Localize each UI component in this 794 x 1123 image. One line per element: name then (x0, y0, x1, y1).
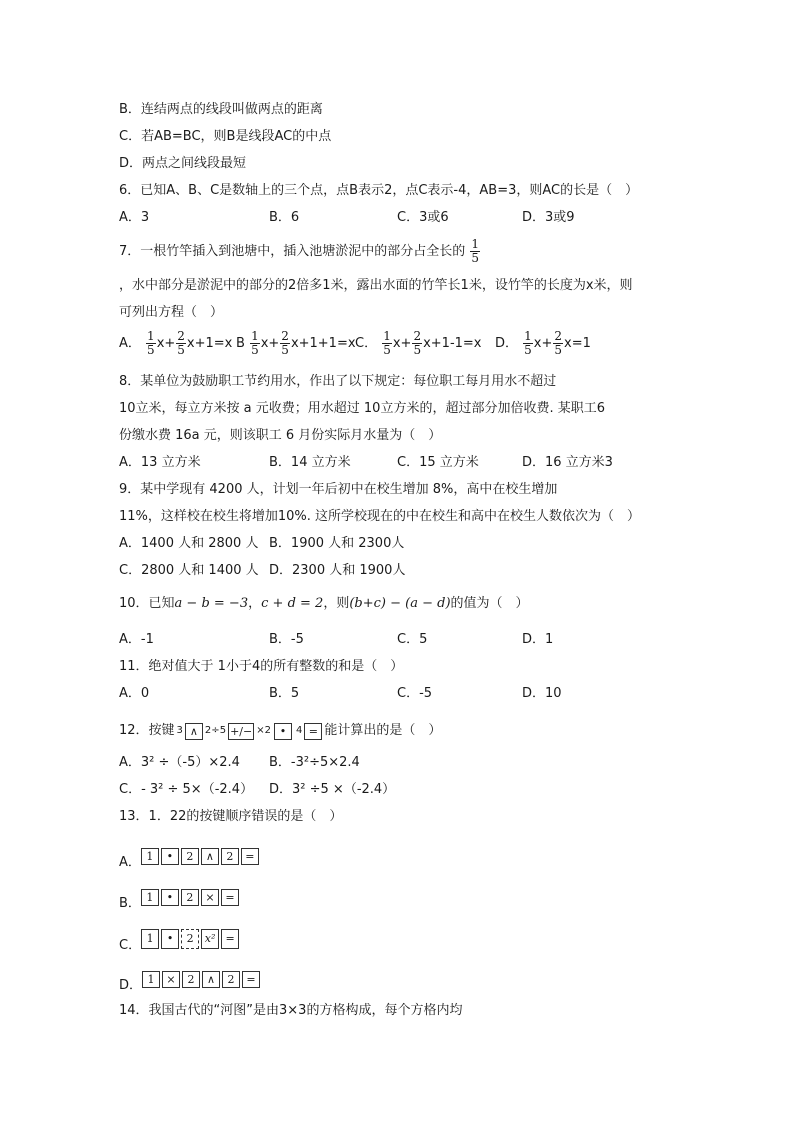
q13-option-a (119, 843, 261, 870)
q7-d-label: D． (495, 336, 519, 351)
q7-b-frac2 (280, 330, 290, 357)
q7-a-tail: x+1=x (186, 336, 233, 351)
q12-text-b: 能计算出的是（ ） (324, 723, 442, 738)
key-2-icon: 2 (221, 848, 239, 865)
q7-text-a: 7．一根竹竿插入到池塘中，插入池塘淤泥中的部分占全长的 (119, 244, 466, 259)
q7-frac-den: 5 (471, 251, 480, 265)
frac-num: 1 (251, 329, 259, 343)
question-8-line1: 8．某单位为鼓励职工节约用水，作出了以下规定：每位职工每月用水不超过 (119, 374, 557, 389)
x-plus: x+ (156, 336, 176, 351)
question-10 (119, 595, 529, 613)
q7-option-c (355, 330, 482, 357)
dot-key-icon: • (161, 848, 179, 865)
key-5-label: 5 (219, 725, 227, 736)
q7-c-tail: x+1-1=x (423, 336, 482, 351)
q13-a-label: A． (119, 855, 141, 870)
q7-b-label: B (236, 336, 245, 351)
q7-a-frac2 (176, 330, 186, 357)
caret-key-icon: ∧ (185, 723, 203, 740)
q7-d-frac1 (523, 330, 533, 357)
q10-expression: (b+c) − (a − d) (349, 596, 451, 611)
square-key-icon: x² (201, 929, 219, 949)
dot-key-icon: • (161, 929, 179, 949)
key-1-icon: 1 (142, 971, 160, 988)
question-7-line1 (119, 238, 481, 265)
q12-text-a: 12．按键 (119, 723, 175, 738)
equals-key-icon: = (304, 723, 322, 740)
q7-d-tail: x=1 (564, 336, 591, 351)
key-2-icon: 2 (222, 971, 240, 988)
q10-option-a: A．-1 (119, 632, 154, 647)
option-d-text: D．两点之间线段最短 (119, 156, 247, 171)
equals-key-icon: = (221, 889, 239, 906)
frac-den: 5 (281, 343, 289, 357)
q7-a-frac1 (146, 330, 156, 357)
q10-equation-2: c + d = 2 (261, 596, 324, 611)
q11-option-b: B．5 (269, 686, 300, 701)
q11-option-d: D．10 (522, 686, 562, 701)
key-2-icon: 2 (182, 971, 200, 988)
q7-frac-num: 1 (471, 237, 480, 251)
key-2b-label: 2 (264, 725, 271, 736)
q10-option-d: D．1 (522, 632, 554, 647)
frac-num: 2 (281, 329, 289, 343)
q7-option-b (236, 330, 356, 357)
q7-a-label: A． (119, 336, 141, 351)
question-8-line3: 份缴水费 16a 元，则该职工 6 月份实际月水量为（ ） (119, 428, 442, 443)
q7-d-frac2 (553, 330, 563, 357)
question-7-line2: ，水中部分是淤泥中的部分的2倍多1米，露出水面的竹竿长1米，设竹竿的长度为x米，则 (119, 278, 633, 293)
question-12 (119, 722, 441, 740)
q7-b-frac1 (250, 330, 260, 357)
question-11: 11．绝对值大于 1小于4的所有整数的和是（ ） (119, 659, 404, 674)
q7-option-d (495, 330, 591, 357)
q7-b-tail: x+1+1=x (290, 336, 356, 351)
q10-option-b: B．-5 (269, 632, 304, 647)
q8-option-c: C．15 立方米 (397, 455, 479, 470)
question-6: 6．已知A、B、C是数轴上的三个点，点B表示2，点C表示-4，AB=3，则AC的长是（ ） (119, 183, 639, 198)
multiply-key-icon: × (162, 971, 180, 988)
q12-option-d: D．3² ÷5 ×（-2.4） (269, 782, 396, 797)
q10-text-c: 的值为（ ） (450, 596, 529, 611)
frac-den: 5 (147, 343, 155, 357)
key-2-icon: 2 (181, 889, 199, 906)
caret-key-icon: ∧ (201, 848, 219, 865)
equals-key-icon: = (241, 848, 259, 865)
question-13: 13．1．22的按键顺序错误的是（ ） (119, 809, 343, 824)
dot-key-icon: • (161, 889, 179, 906)
frac-num: 2 (554, 329, 563, 343)
frac-num: 1 (524, 329, 532, 343)
key-3-label: 3 (176, 725, 183, 736)
x-plus: x+ (533, 336, 553, 351)
question-8-line2: 10立米，每立方米按 a 元收费；用水超过 10立方米的，超过部分加倍收费. 某职工6 (119, 401, 605, 416)
frac-den: 5 (413, 343, 422, 357)
q9-option-a: A．1400 人和 2800 人 (119, 536, 259, 551)
q12-option-a: A．3² ÷（-5）×2.4 (119, 755, 240, 770)
x-plus: x+ (260, 336, 280, 351)
q13-d-label: D． (119, 978, 143, 993)
q7-fraction (470, 238, 480, 265)
caret-key-icon: ∧ (202, 971, 220, 988)
frac-num: 1 (383, 329, 391, 343)
q7-c-frac1 (382, 330, 392, 357)
q6-option-b: B．6 (269, 210, 300, 225)
q10-option-c: C．5 (397, 632, 428, 647)
q12-option-c: C．- 3² ÷ 5×（-2.4） (119, 782, 254, 797)
q10-equation-1: a − b = −3 (174, 596, 249, 611)
frac-num: 1 (147, 329, 155, 343)
q13-option-d (119, 966, 262, 993)
q13-option-b (119, 884, 241, 911)
frac-num: 2 (177, 329, 185, 343)
question-7-line3: 可列出方程（ ） (119, 305, 224, 320)
question-9-line2: 11%，这样校在校生将增加10%. 这所学校现在的中在校生和高中在校生人数依次为（ ） (119, 509, 641, 524)
q8-option-b: B．14 立方米 (269, 455, 351, 470)
key-1-icon: 1 (141, 929, 159, 949)
multiply-key-icon: × (201, 889, 219, 906)
q9-option-b: B．1900 人和 2300人 (269, 536, 405, 551)
key-divide-label: ÷ (211, 725, 220, 736)
option-b-text: B．连结两点的线段叫做两点的距离 (119, 102, 323, 117)
key-1-icon: 1 (141, 848, 159, 865)
option-c-text: C．若AB=BC，则B是线段AC的中点 (119, 129, 332, 144)
frac-den: 5 (383, 343, 391, 357)
frac-den: 5 (251, 343, 259, 357)
q7-option-a (119, 330, 232, 357)
frac-den: 5 (524, 343, 532, 357)
x-plus: x+ (392, 336, 412, 351)
q10-text-a: 10．已知 (119, 596, 175, 611)
q8-option-d: D．16 立方米3 (522, 455, 613, 470)
q6-option-c: C．3或6 (397, 210, 449, 225)
q10-text-b: ，则 (323, 596, 350, 611)
frac-den: 5 (177, 343, 185, 357)
question-14: 14．我国古代的“河图”是由3×3的方格构成，每个方格内均 (119, 1003, 463, 1018)
frac-num: 2 (413, 329, 422, 343)
q11-option-a: A．0 (119, 686, 150, 701)
q6-option-a: A．3 (119, 210, 150, 225)
q11-option-c: C．-5 (397, 686, 433, 701)
q9-option-c: C．2800 人和 1400 人 (119, 563, 259, 578)
key-times-label: × (256, 725, 265, 736)
q13-option-c (119, 924, 241, 953)
q6-option-d: D．3或9 (522, 210, 575, 225)
q9-option-d: D．2300 人和 1900人 (269, 563, 406, 578)
key-1-icon: 1 (141, 889, 159, 906)
key-4-label: 4 (295, 725, 303, 736)
q13-c-label: C． (119, 938, 142, 953)
key-2-icon: 2 (181, 848, 199, 865)
frac-den: 5 (554, 343, 563, 357)
q13-b-label: B． (119, 896, 141, 911)
equals-key-icon: = (221, 929, 239, 949)
dot-key-icon: • (274, 723, 292, 740)
question-9-line1: 9．某中学现有 4200 人，计划一年后初中在校生增加 8%，高中在校生增加 (119, 482, 558, 497)
q7-c-frac2 (412, 330, 422, 357)
equals-key-icon: = (242, 971, 260, 988)
q8-option-a: A．13 立方米 (119, 455, 201, 470)
key-2-icon: 2 (181, 929, 199, 949)
q12-option-b: B．-3²÷5×2.4 (269, 755, 360, 770)
q7-c-label: C． (355, 336, 378, 351)
negate-key-icon: +/− (230, 724, 253, 738)
q10-sep: ， (248, 596, 262, 611)
key-2-label: 2 (204, 725, 212, 736)
